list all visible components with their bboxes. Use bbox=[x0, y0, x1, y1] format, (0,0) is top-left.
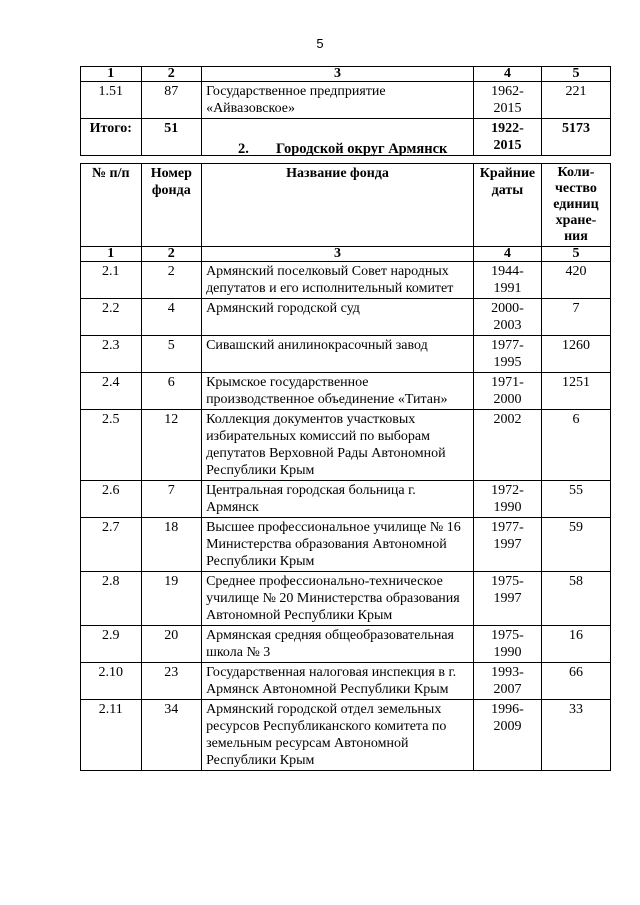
storage-units: 66 bbox=[541, 663, 610, 700]
fund-dates: 1971-2000 bbox=[473, 373, 541, 410]
fund-dates: 1975-1990 bbox=[473, 626, 541, 663]
column-index: 4 bbox=[473, 247, 541, 262]
column-index: 5 bbox=[541, 247, 610, 262]
total-fund-count: 51 bbox=[141, 119, 202, 156]
header-dates: Крайние даты bbox=[473, 164, 541, 247]
fund-name: Крымское государственное производственное объединение «Титан» bbox=[202, 373, 474, 410]
fund-name: Высшее профессиональное училище № 16 Министерства образования Автономной Республики Крым bbox=[202, 518, 474, 572]
storage-units: 420 bbox=[541, 262, 610, 299]
header-no: № п/п bbox=[81, 164, 142, 247]
storage-units: 6 bbox=[541, 410, 610, 481]
fund-dates: 1996-2009 bbox=[473, 700, 541, 771]
table-row bbox=[81, 626, 611, 663]
fund-number: 2 bbox=[141, 262, 202, 299]
fund-dates: 1977-1997 bbox=[473, 518, 541, 572]
fund-name: Сивашский анилинокрасочный завод bbox=[202, 336, 474, 373]
fund-dates: 2000-2003 bbox=[473, 299, 541, 336]
storage-units: 55 bbox=[541, 481, 610, 518]
fund-dates: 2002 bbox=[473, 410, 541, 481]
row-number: 2.7 bbox=[81, 518, 142, 572]
table-row bbox=[81, 410, 611, 481]
fund-number: 23 bbox=[141, 663, 202, 700]
storage-units: 59 bbox=[541, 518, 610, 572]
storage-units: 1251 bbox=[541, 373, 610, 410]
fund-number: 20 bbox=[141, 626, 202, 663]
row-number: 2.2 bbox=[81, 299, 142, 336]
fund-table bbox=[80, 163, 611, 771]
fund-dates: 1972-1990 bbox=[473, 481, 541, 518]
row-number: 2.9 bbox=[81, 626, 142, 663]
table-row bbox=[81, 572, 611, 626]
storage-units: 16 bbox=[541, 626, 610, 663]
column-index: 5 bbox=[541, 67, 610, 82]
column-index: 3 bbox=[202, 247, 474, 262]
fund-dates: 1993-2007 bbox=[473, 663, 541, 700]
fund-dates: 1977-1995 bbox=[473, 336, 541, 373]
column-index: 4 bbox=[473, 67, 541, 82]
fund-number: 34 bbox=[141, 700, 202, 771]
row-number: 2.3 bbox=[81, 336, 142, 373]
row-number: 2.4 bbox=[81, 373, 142, 410]
header-name: Название фонда bbox=[202, 164, 474, 247]
page-number: 5 bbox=[316, 36, 324, 51]
storage-units: 33 bbox=[541, 700, 610, 771]
row-number: 2.11 bbox=[81, 700, 142, 771]
fund-name: Среднее профессионально-техническое училище № 20 Министерства образования Автономной Республики Крым bbox=[202, 572, 474, 626]
section-heading bbox=[238, 141, 447, 158]
row-number: 2.5 bbox=[81, 410, 142, 481]
table-row bbox=[81, 663, 611, 700]
total-label: Итого: bbox=[81, 119, 142, 156]
row-number: 2.8 bbox=[81, 572, 142, 626]
fund-name: Государственная налоговая инспекция в г. Армянск Автономной Республики Крым bbox=[202, 663, 474, 700]
fund-dates: 1944-1991 bbox=[473, 262, 541, 299]
fund-name: Армянская средняя общеобразовательная школа № 3 bbox=[202, 626, 474, 663]
header-units: Коли-чество единиц хране-ния bbox=[541, 164, 610, 247]
table-row bbox=[81, 481, 611, 518]
storage-units: 1260 bbox=[541, 336, 610, 373]
column-index: 2 bbox=[141, 67, 202, 82]
section-title: Городской округ Армянск bbox=[276, 141, 448, 157]
fund-name: Центральная городская больница г. Армянск bbox=[202, 481, 474, 518]
storage-units: 58 bbox=[541, 572, 610, 626]
fund-number: 5 bbox=[141, 336, 202, 373]
fund-name: Армянский городской суд bbox=[202, 299, 474, 336]
fund-dates: 1962-2015 bbox=[473, 82, 541, 119]
fund-number: 19 bbox=[141, 572, 202, 626]
table-row bbox=[81, 336, 611, 373]
column-index-row bbox=[81, 247, 611, 262]
fund-name: Армянский поселковый Совет народных депутатов и его исполнительный комитет bbox=[202, 262, 474, 299]
column-index: 3 bbox=[202, 67, 474, 82]
storage-units: 7 bbox=[541, 299, 610, 336]
table-row bbox=[81, 373, 611, 410]
column-index: 1 bbox=[81, 67, 142, 82]
total-units: 5173 bbox=[541, 119, 610, 156]
table-row bbox=[81, 262, 611, 299]
row-number: 2.6 bbox=[81, 481, 142, 518]
storage-units: 221 bbox=[541, 82, 610, 119]
fund-name: Государственное предприятие «Айвазовское» bbox=[202, 82, 474, 119]
fund-number: 18 bbox=[141, 518, 202, 572]
header-fund: Номер фонда bbox=[141, 164, 202, 247]
fund-number: 7 bbox=[141, 481, 202, 518]
fund-name: Коллекция документов участковых избирательных комиссий по выборам депутатов Верховной Рады Автономной Республики Крым bbox=[202, 410, 474, 481]
row-number: 2.10 bbox=[81, 663, 142, 700]
column-index-row bbox=[81, 67, 611, 82]
table-row bbox=[81, 82, 611, 119]
fund-number: 12 bbox=[141, 410, 202, 481]
fund-number: 6 bbox=[141, 373, 202, 410]
fund-dates: 1975-1997 bbox=[473, 572, 541, 626]
row-number: 1.51 bbox=[81, 82, 142, 119]
column-index: 2 bbox=[141, 247, 202, 262]
fund-number: 4 bbox=[141, 299, 202, 336]
table-row bbox=[81, 518, 611, 572]
table-row bbox=[81, 700, 611, 771]
fund-number: 87 bbox=[141, 82, 202, 119]
section-number: 2. bbox=[238, 141, 249, 157]
column-index: 1 bbox=[81, 247, 142, 262]
total-dates: 1922-2015 bbox=[473, 119, 541, 156]
fund-name: Армянский городской отдел земельных ресурсов Республиканского комитета по земельным ресурсам Автономной Республики Крым bbox=[202, 700, 474, 771]
row-number: 2.1 bbox=[81, 262, 142, 299]
table-row bbox=[81, 299, 611, 336]
header-row bbox=[81, 164, 611, 247]
